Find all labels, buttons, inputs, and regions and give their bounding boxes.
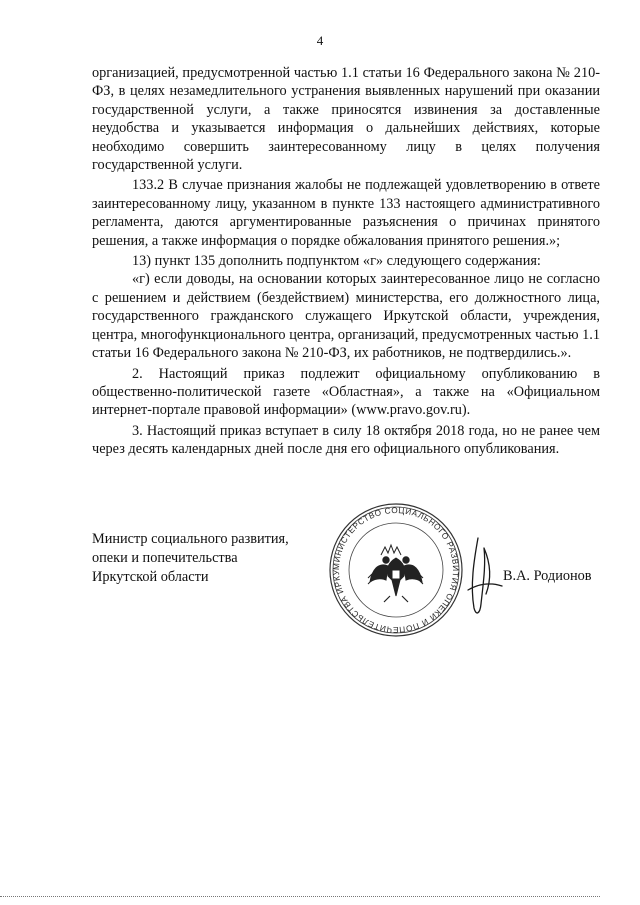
signatory-title-line: Иркутской области (92, 569, 209, 585)
page-number: 4 (316, 33, 324, 48)
official-seal (326, 500, 466, 640)
footer-divider (0, 896, 600, 897)
signatory-title (92, 530, 322, 587)
paragraph-subitem-g: «г) если доводы, на основании которых заинтересованное лицо не согласно с решением и действием (бездействием) министерства, его должностного лица, государственного гражданского служащего Иркутской области, учреждения, центра, многофункционального центра, организаций, предусмотренных частью 1.1 статьи 16 Федерального закона № 210-ФЗ, их работников, не подтвердились.». (92, 271, 600, 362)
paragraph-continuation: организацией, предусмотренной частью 1.1 статьи 16 Федерального закона № 210-ФЗ, в целях незамедлительного устранения выявленных нарушений при оказании государственной услуги, а также приносятся извинения за доставленные неудобства и указывается информация о дальнейших действиях, которые необходимо совершить заинтересованному лицу в целях получения государственной услуги. (92, 65, 600, 174)
paragraph-133-2: 133.2 В случае признания жалобы не подлежащей удовлетворению в ответе заинтересованному лицу, указанном в пункте 133 настоящего административного регламента, даются аргументированные разъяснения о причинах принятого решения, а также информация о порядке обжалования принятого решения.»; (92, 177, 600, 249)
document-body (92, 64, 600, 459)
seal-lettering: МИНИСТЕРСТВО СОЦИАЛЬНОГО РАЗВИТИЯ ОПЕКИ И ПОПЕЧИТЕЛЬСТВА ИРКУ (331, 505, 461, 635)
paragraph-item-13: 13) пункт 135 дополнить подпунктом «г» следующего содержания: (132, 253, 541, 270)
paragraph-clause-3: 3. Настоящий приказ вступает в силу 18 октября 2018 года, но не ранее чем через десять календарных дней после дня его официального опубликования. (92, 422, 600, 458)
eagle-emblem-icon (368, 545, 423, 602)
signatory-title-line: опеки и попечительства (92, 550, 238, 566)
signatory-title-line: Министр социального развития, (92, 531, 289, 547)
paragraph-clause-2: 2. Настоящий приказ подлежит официальному опубликованию в общественно-политической газете «Областная», а также на «Официальном интернет-портале правовой информации» (www.pravo.gov.ru). (92, 365, 600, 419)
signatory-name: В.А. Родионов (503, 568, 592, 584)
